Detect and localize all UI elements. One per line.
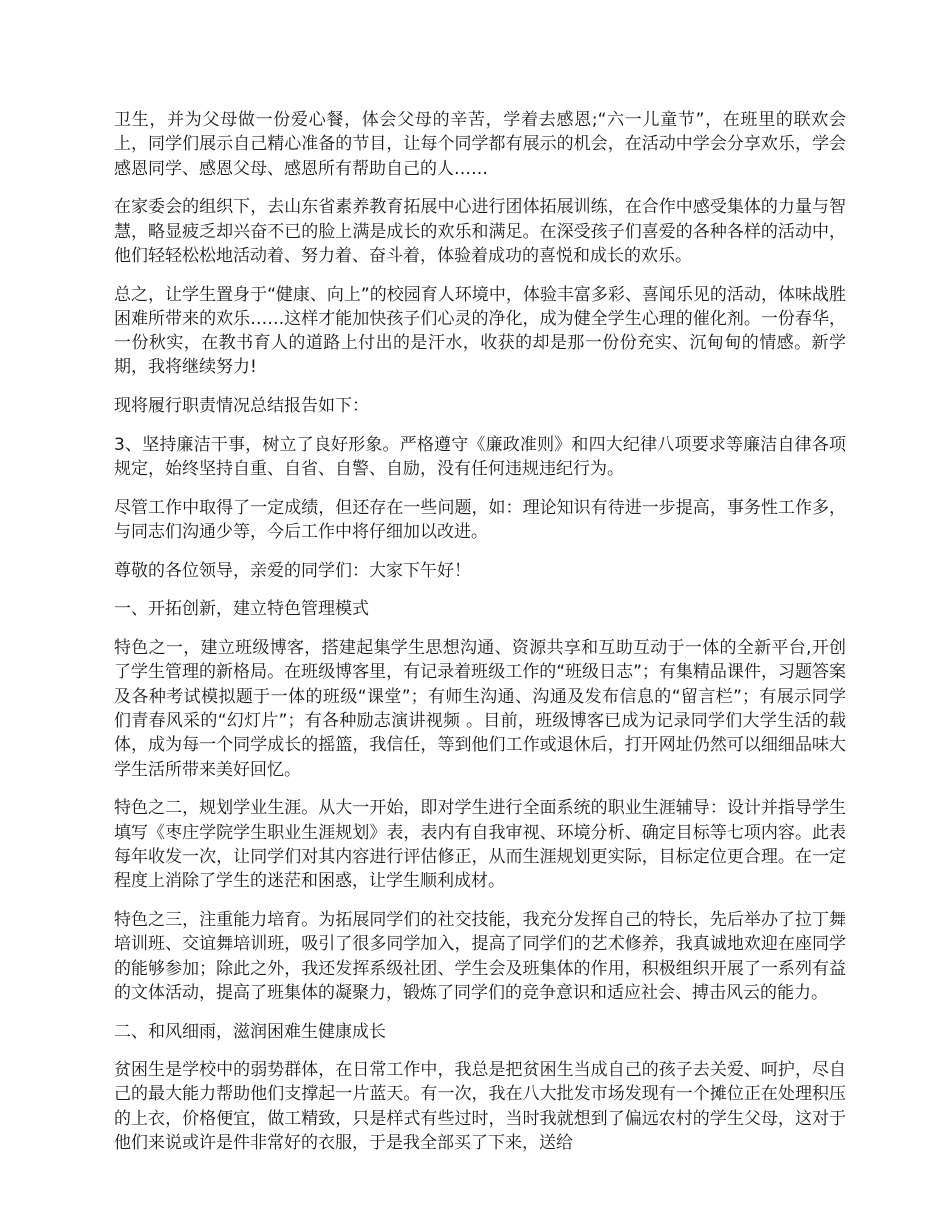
paragraph-3: 总之，让学生置身于“健康、向上”的校园育人环境中，体验丰富多彩、喜闻乐见的活动，体味战胜困难所带来的欢乐……这样才能加快孩子们心灵的净化，成为健全学生心理的催化剂。一份春华，一份秋实，在教书育人的道路上付出的是汗水，收获的却是那一份份充实、沉甸甸的情感。新学期，我将继续努力! — [114, 284, 846, 378]
paragraph-4: 现将履行职责情况总结报告如下： — [114, 396, 369, 417]
paragraph-feature-2: 特色之二，规划学业生涯。从大一开始，即对学生进行全面系统的职业生涯辅导：设计并指导学生填写《枣庄学院学生职业生涯规划》表，表内有自我审视、环境分析、确定目标等七项内容。此表每年收发一次，让同学们对其内容进行评估修正，从而生涯规划更实际，目标定位更合理。在一定程度上消除了学生的迷茫和困惑，让学生顺利成材。 — [114, 798, 846, 892]
section-heading-2: 二、和风细雨，滋润困难生健康成长 — [114, 1021, 386, 1042]
paragraph-1: 卫生，并为父母做一份爱心餐，体会父母的辛苦，学着去感恩;“六一儿童节”，在班里的联欢会上，同学们展示自己精心准备的节目，让每个同学都有展示的机会，在活动中学会分享欢乐，学会感恩同学、感恩父母、感恩所有帮助自己的人…… — [114, 110, 846, 179]
greeting-paragraph: 尊敬的各位领导，亲爱的同学们：大家下午好！ — [114, 560, 471, 581]
paragraph-5: 3、坚持廉洁干事，树立了良好形象。严格遵守《廉政准则》和四大纪律八项要求等廉洁自律各项规定，始终坚持自重、自省、自警、自励，没有任何违规违纪行为。 — [114, 434, 846, 480]
paragraph-poor-students: 贫困生是学校中的弱势群体，在日常工作中，我总是把贫困生当成自己的孩子去关爱、呵护，尽自己的最大能力帮助他们支撑起一片蓝天。有一次，我在八大批发市场发现有一个摊位正在处理积压的上衣，价格便宜，做工精致，只是样式有些过时，当时我就想到了偏远农村的学生父母，这对于他们来说或许是件非常好的衣服，于是我全部买了下来，送给 — [114, 1060, 846, 1154]
document-body — [114, 108, 846, 1170]
paragraph-feature-1: 特色之一，建立班级博客，搭建起集学生思想沟通、资源共享和互助互动于一体的全新平台,开创了学生管理的新格局。在班级博客里，有记录着班级工作的“班级日志”；有集精品课件，习题答案及各种考试模拟题于一体的班级“课堂”；有师生沟通、沟通及发布信息的“留言栏”；有展示同学们青春风采的“幻灯片”；有各种励志演讲视频 。目前，班级博客已成为记录同学们大学生活的载体，成为每一个同学成长的摇篮，我信任，等到他们工作或退休后，打开网址仍然可以细细品味大学生活所带来美好回忆。 — [114, 638, 846, 780]
paragraph-feature-3: 特色之三，注重能力培育。为拓展同学们的社交技能，我充分发挥自己的特长，先后举办了拉丁舞培训班、交谊舞培训班，吸引了很多同学加入，提高了同学们的艺术修养，我真诚地欢迎在座同学的能够参加；除此之外，我还发挥系级社团、学生会及班集体的作用，积极组织开展了一系列有益的文体活动，提高了班集体的凝聚力，锻炼了同学们的竞争意识和适应社会、搏击风云的能力。 — [114, 909, 846, 1003]
section-heading-1: 一、开拓创新，建立特色管理模式 — [114, 599, 369, 620]
paragraph-2: 在家委会的组织下，去山东省素养教育拓展中心进行团体拓展训练，在合作中感受集体的力量与智慧，略显疲乏却兴奋不已的脸上满是成长的欢乐和满足。在深受孩子们喜爱的各种各样的活动中，他们轻轻松松地活动着、努力着、奋斗着，体验着成功的喜悦和成长的欢乐。 — [114, 197, 846, 266]
paragraph-6: 尽管工作中取得了一定成绩，但还存在一些问题，如：理论知识有待进一步提高，事务性工作多，与同志们沟通少等，今后工作中将仔细加以改进。 — [114, 497, 846, 543]
